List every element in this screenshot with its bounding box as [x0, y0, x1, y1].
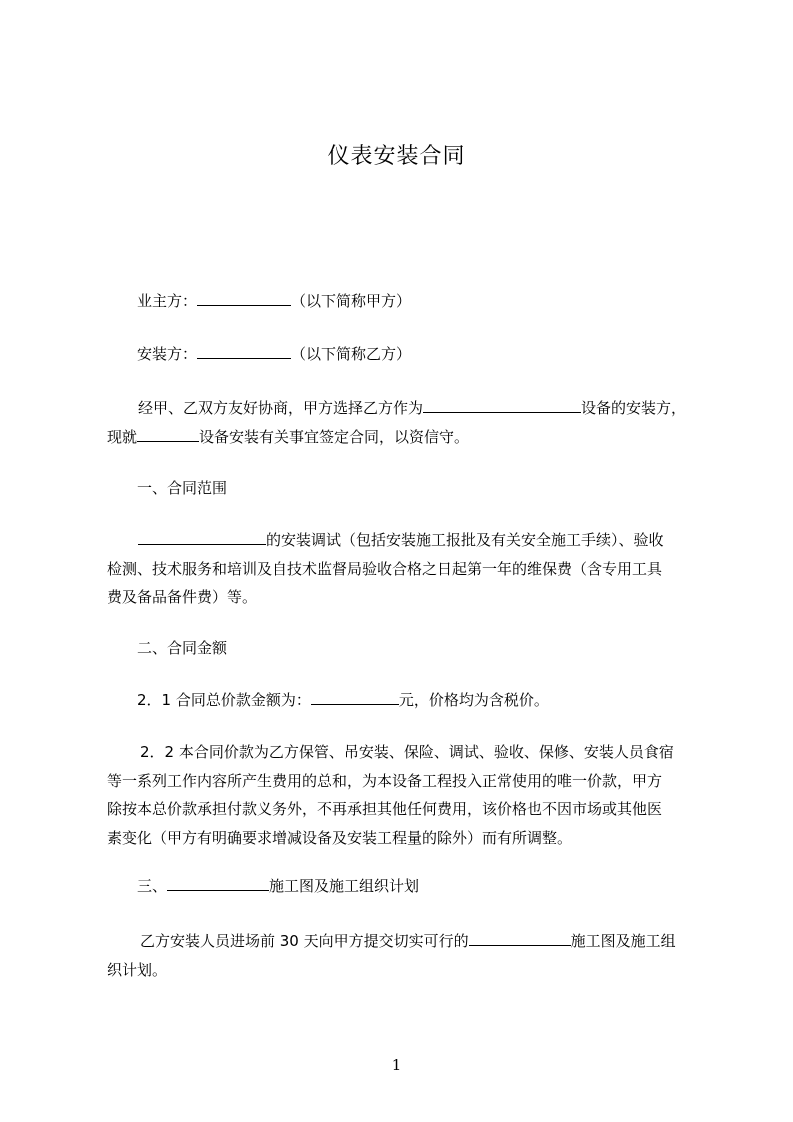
plan-blank	[469, 931, 571, 946]
owner-suffix: （以下简称甲方）	[291, 292, 412, 310]
section-3-heading: 三、 施工图及施工组织计划	[137, 877, 420, 895]
clause-2-1: 2．1 合同总价款金额为： 元，价格均为含税价。	[137, 691, 549, 709]
installer-label: 安装方：	[137, 345, 198, 363]
section-1-heading: 一、合同范围	[137, 479, 228, 497]
section-3-blank	[167, 876, 269, 891]
amount-blank	[311, 690, 399, 705]
equipment-blank-1	[423, 398, 581, 413]
document-title: 仪表安装合同	[327, 144, 466, 169]
owner-party-line	[137, 287, 747, 316]
page-number: 1	[391, 1056, 402, 1074]
installer-name-blank	[197, 344, 291, 359]
owner-label: 业主方：	[137, 292, 198, 310]
installer-party-line	[137, 340, 747, 369]
construction-plan-paragraph: 乙方安装人员进场前 30 天向甲方提交切实可行的 施工图及施工组 织计划。	[107, 932, 676, 979]
scope-paragraph: 的安装调试（包括安装施工报批及有关安全施工手续）、验收 检测、技术服务和培训及自技术监督局验收合格之日起第一年的维保费（含专用工具 费及备品备件费）等。	[107, 531, 664, 606]
owner-name-blank	[197, 291, 291, 306]
scope-blank	[138, 530, 266, 545]
equipment-blank-2	[137, 427, 199, 442]
clause-2-2: 2．2 本合同价款为乙方保管、吊安装、保险、调试、验收、保修、安装人员食宿 等一系列工作内容所产生费用的总和，为本设备工程投入正常使用的唯一价款，甲方 除按本总价款承担付款义务外，不再承担其他任何费用，该价格也不因市场或其他医 素变化（甲方有明确要求增减设备及安装工程量的除外）而有所调整。	[107, 743, 674, 847]
installer-suffix: （以下简称乙方）	[291, 345, 412, 363]
section-2-heading: 二、合同金额	[137, 639, 228, 657]
intro-paragraph: 经甲、乙双方友好协商，甲方选择乙方作为 设备的安装方， 现就 设备安装有关事宜签定合同，以资信守。	[107, 399, 687, 446]
